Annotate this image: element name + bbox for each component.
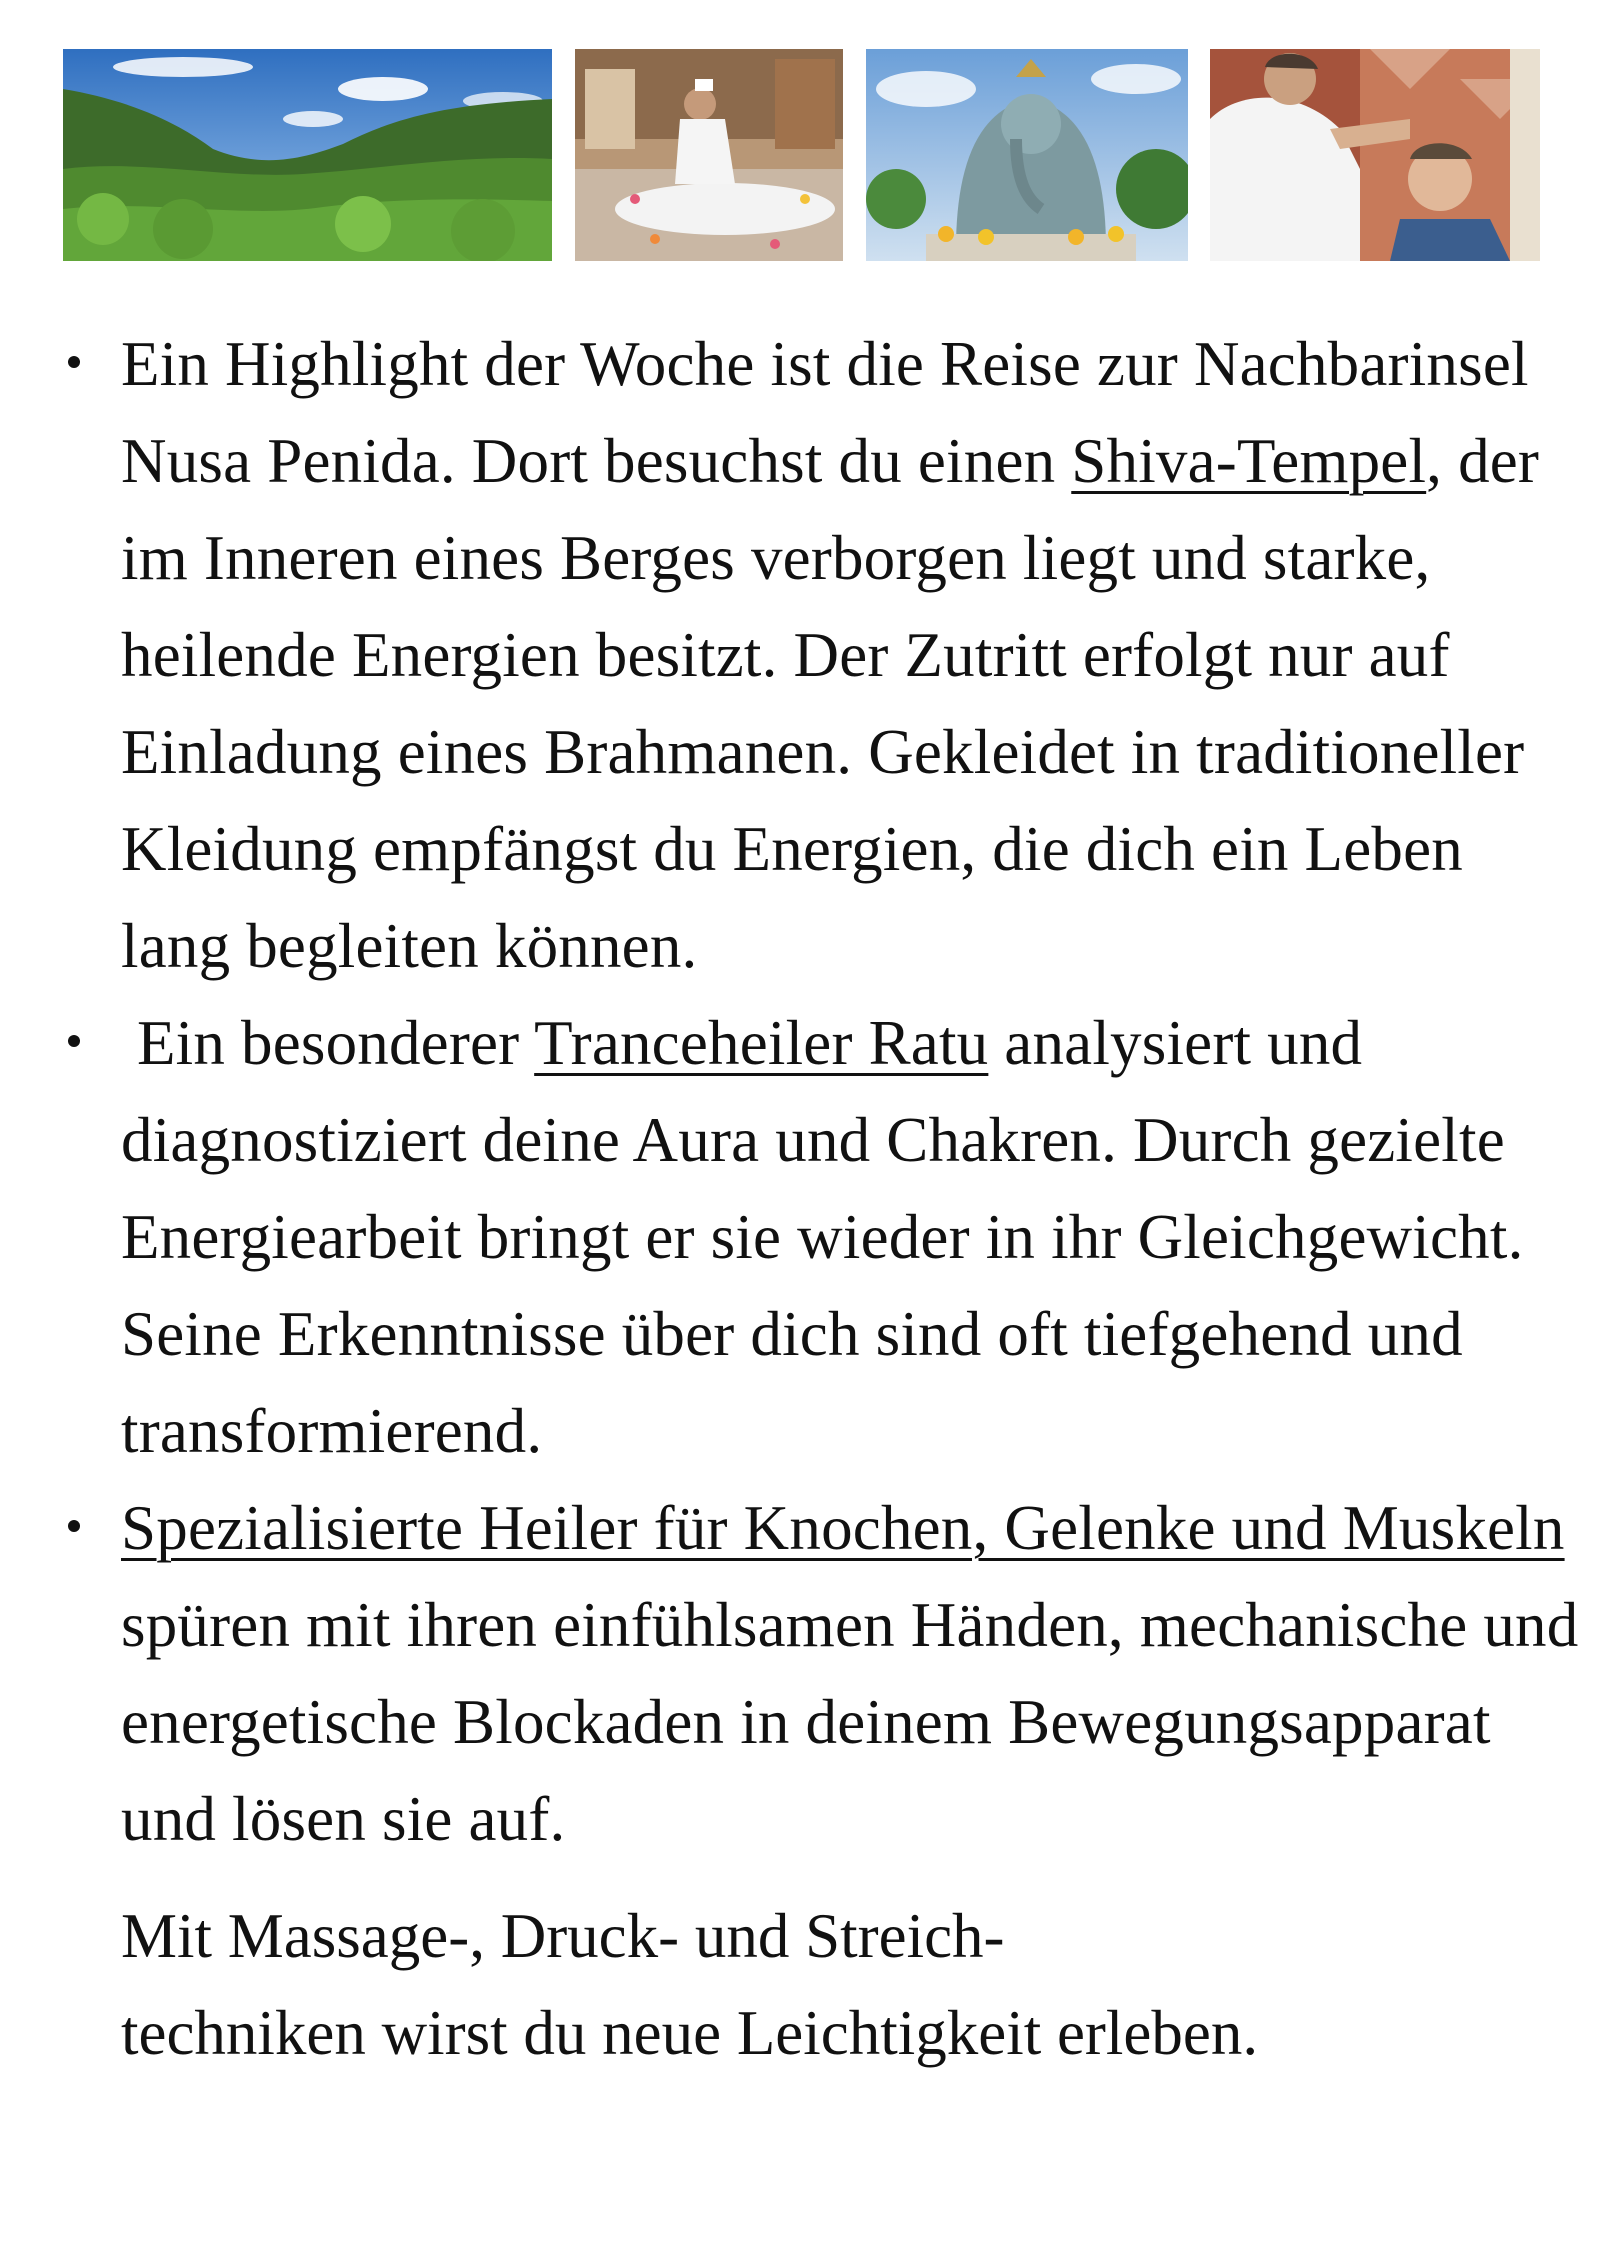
bone-healer-photo (1210, 49, 1540, 261)
photo-strip (0, 49, 1600, 261)
list-item-text: analysiert und diagnostiziert deine Aura und Chakren. Durch gezielte Energiearbeit bringt er sie wieder in ihr Gleichgewicht. Seine Erkenntnisse über dich sind oft tiefgehend und transformierend. (121, 1008, 1524, 1466)
green-hills-photo (63, 49, 552, 261)
feature-list (0, 316, 1600, 1868)
trance-healer-link[interactable]: Tranceheiler Ratu (534, 1008, 989, 1078)
bullet-dot (68, 1035, 80, 1047)
closing-line-1: Mit Massage-, Druck- und Streich- (121, 1901, 1005, 1971)
shiva-temple-link[interactable]: Shiva-Tempel (1071, 426, 1427, 496)
list-item-shiva-temple (0, 316, 1600, 995)
list-item-text: Ein besonderer (121, 1008, 535, 1078)
closing-line-2: techniken wirst du neue Leichtigkeit erleben. (121, 1998, 1259, 2068)
ganesha-statue-photo (866, 49, 1188, 261)
bone-healers-link[interactable]: Spezialisierte Heiler für Knochen, Gelenke und Muskeln (121, 1493, 1565, 1563)
main-content (0, 316, 1600, 2082)
list-item-trance-healer (0, 995, 1600, 1480)
list-item-text: , der im Inneren eines Berges verborgen liegt und starke, heilende Energien besitzt. Der Zutritt erfolgt nur auf Einladung eines Brahmanen. Gekleidet in traditioneller Kleidung empfängst du Energien, die dich ein Leben lang begleiten können. (121, 426, 1540, 981)
healing-ritual-photo (575, 49, 843, 261)
list-item-bone-healers (0, 1480, 1600, 1868)
bullet-dot (68, 356, 80, 368)
closing-paragraph (0, 1888, 1600, 2082)
bullet-dot (68, 1520, 80, 1532)
list-item-text: Ein Highlight der Woche ist die Reise zur Nachbarinsel Nusa Penida. Dort besuchst du einen (121, 329, 1529, 496)
list-item-text: spüren mit ihren einfühlsamen Händen, mechanische und energetische Blockaden in deinem Bewegungsapparat und lösen sie auf. (121, 1590, 1579, 1854)
